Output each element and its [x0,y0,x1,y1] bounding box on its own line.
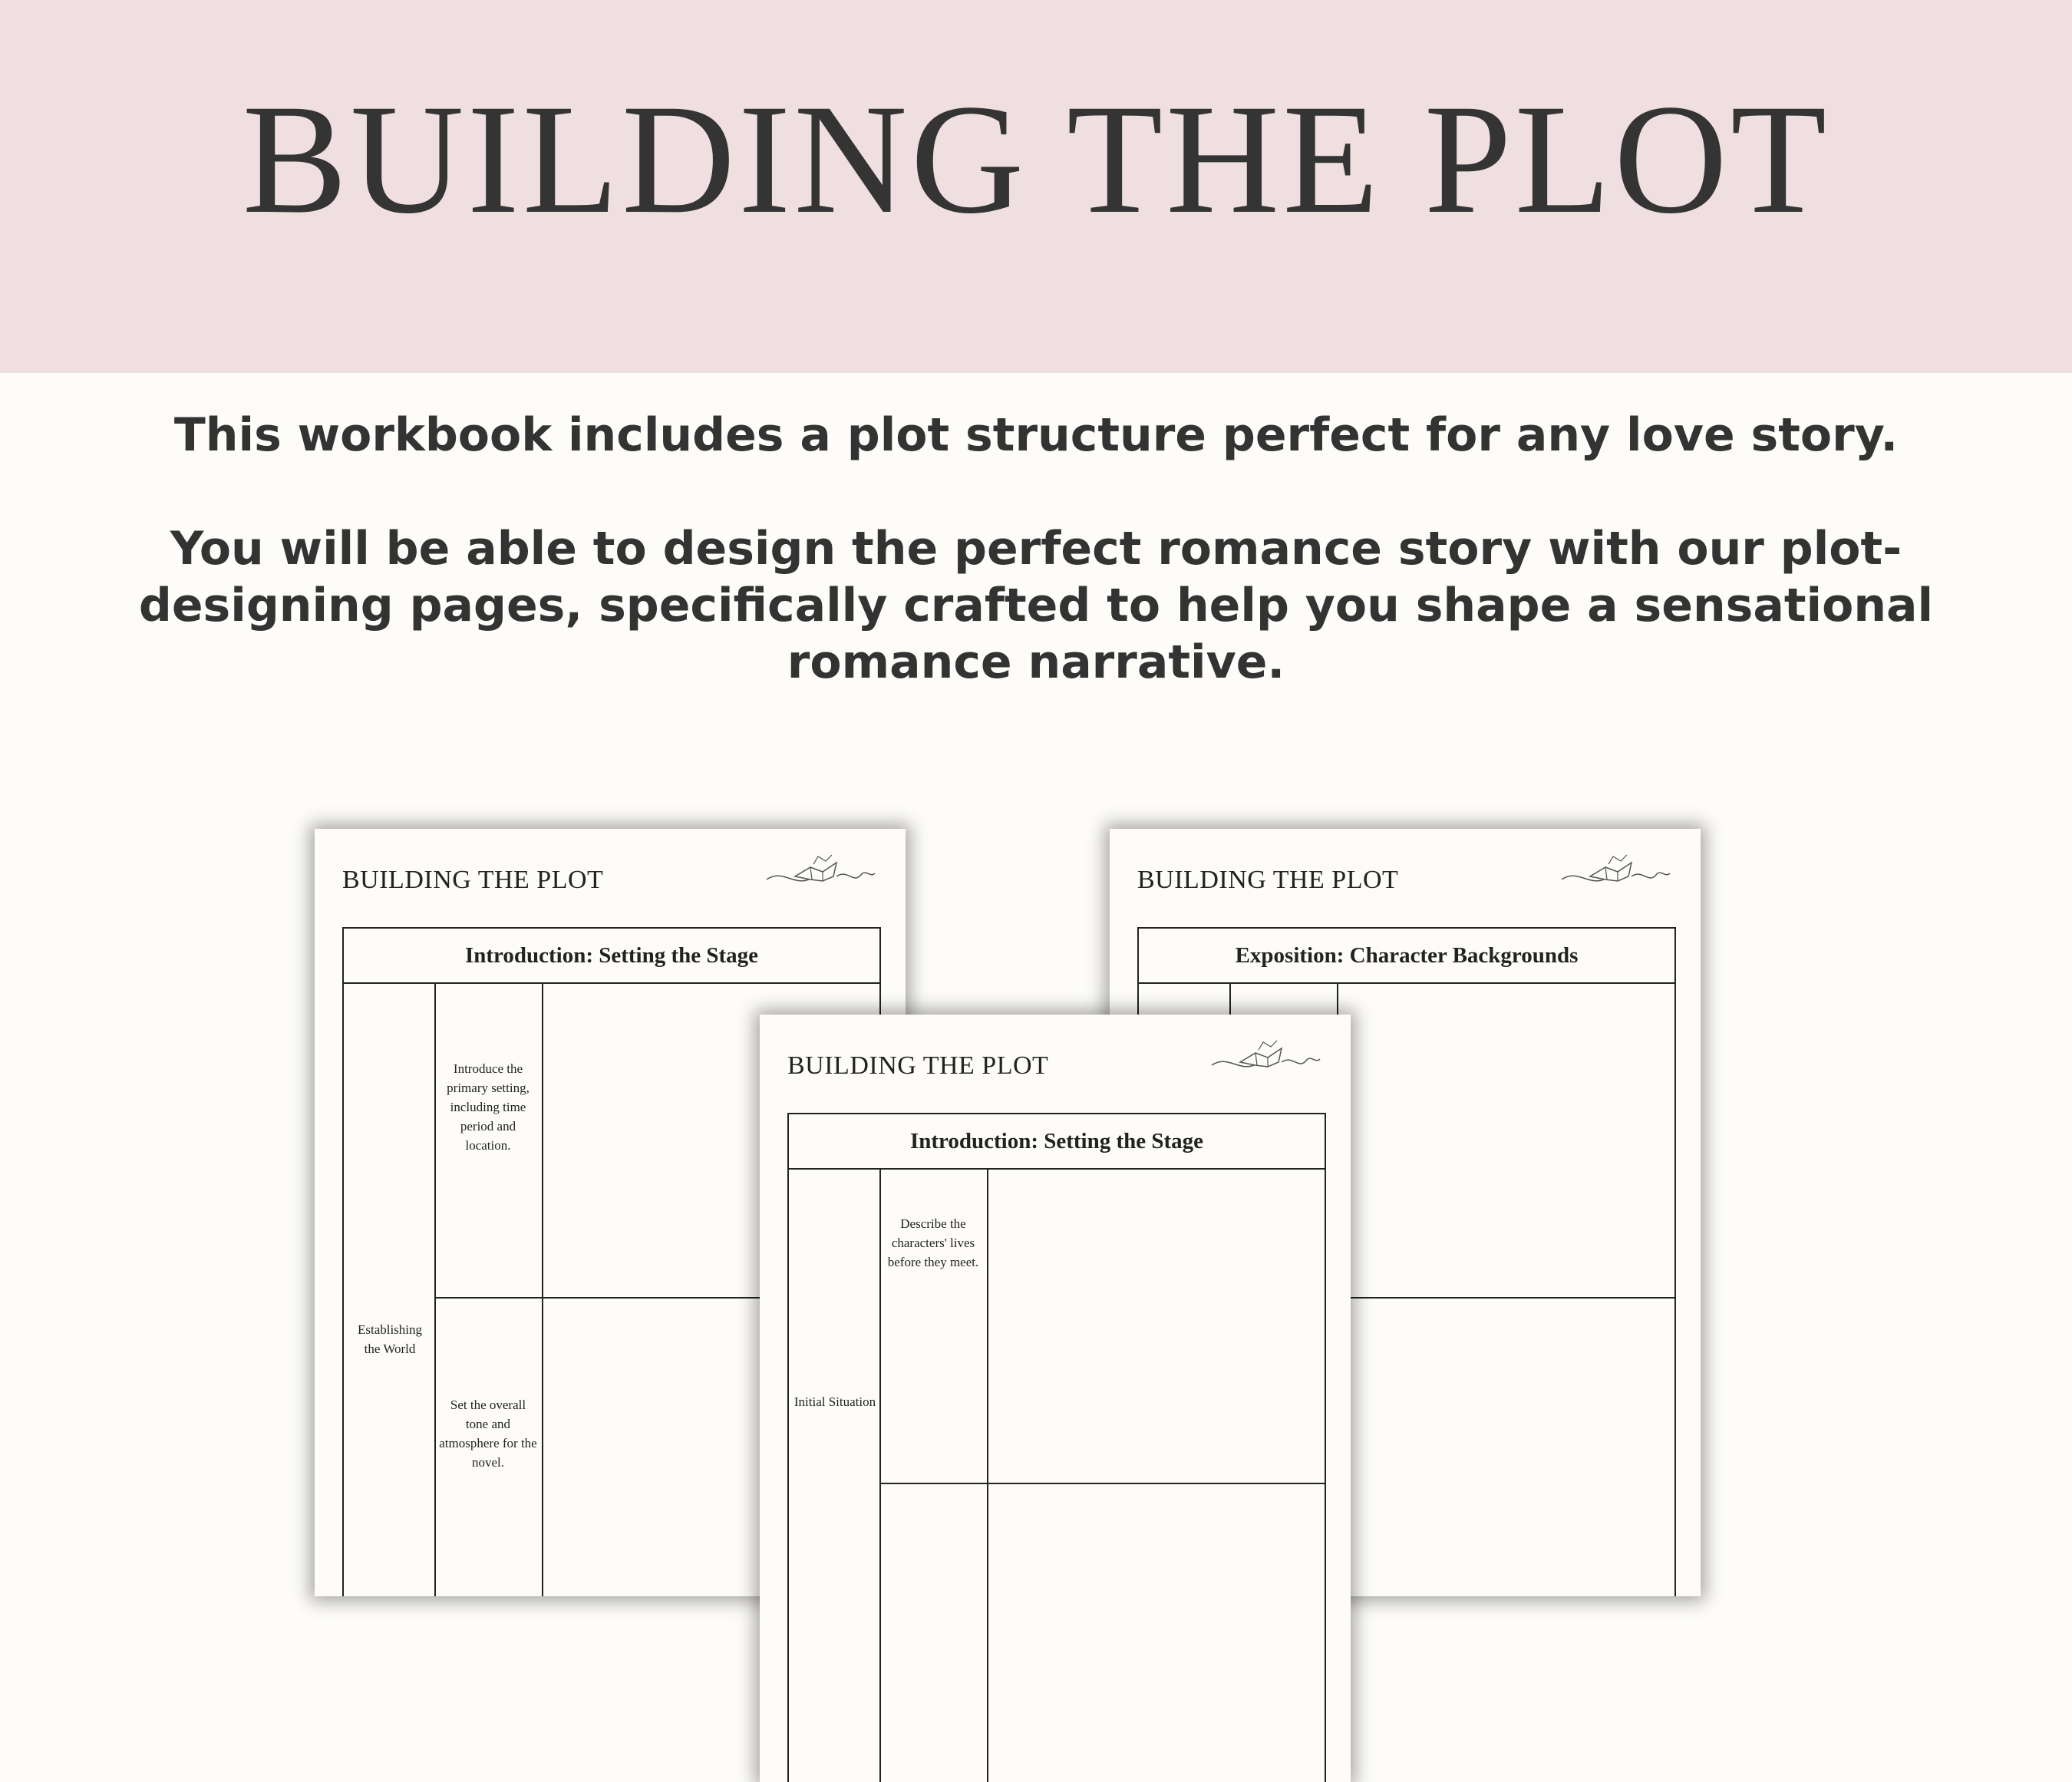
table-header: Introduction: Setting the Stage [344,929,879,984]
description-line-1: This workbook includes a plot structure perfect for any love story. [173,408,1899,462]
page-title: BUILDING THE PLOT [242,72,1830,246]
column-divider [879,1170,881,1782]
row-divider [879,1483,1325,1484]
column-divider [542,984,543,1596]
table-header: Exposition: Character Backgrounds [1139,929,1674,984]
column-divider [434,984,436,1596]
sheet-title: BUILDING THE PLOT [1137,866,1399,894]
sheet-title: BUILDING THE PLOT [342,866,604,894]
open-book-icon [1558,846,1673,892]
open-book-icon [1208,1031,1323,1077]
open-book-icon [763,846,878,892]
prompt-text: Introduce the primary setting, including time period and location. [447,1061,530,1153]
prompt-text: Set the overall tone and atmosphere for the novel. [439,1398,537,1470]
header-banner [0,0,2072,373]
description-line-2: You will be able to design the perfect romance story with our plot-designing pages, specifically crafted to help you shape a sensational romance narrative. [138,522,1934,689]
prompt-text: Describe the characters' lives before they meet. [887,1216,979,1269]
section-label: Initial Situation [793,1394,876,1409]
column-divider [987,1170,988,1782]
sheet-title: BUILDING THE PLOT [787,1051,1049,1080]
table-header: Introduction: Setting the Stage [789,1114,1325,1170]
plot-table [787,1113,1326,1782]
section-label: Establishing the World [357,1322,423,1356]
workbook-page-preview-3 [760,1015,1351,1782]
